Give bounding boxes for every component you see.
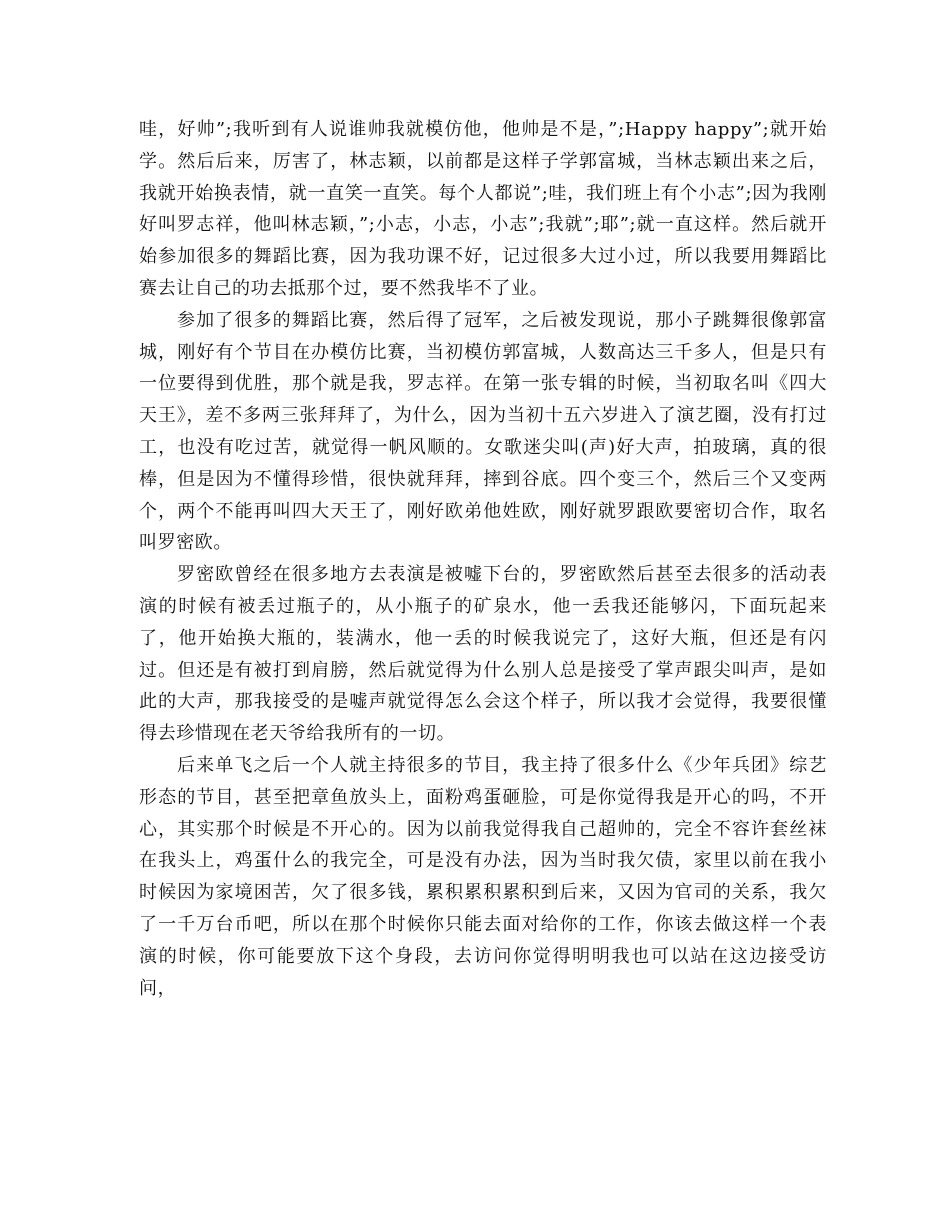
paragraph-3: 罗密欧曾经在很多地方去表演是被嘘下台的，罗密欧然后甚至去很多的活动表演的时候有被丢过瓶子的，从小瓶子的矿泉水，他一丢我还能够闪，下面玩起来了，他开始换大瓶的，装满水，他一丢的时候我说完了，这好大瓶，但还是有闪过。但还是有被打到肩膀，然后就觉得为什么别人总是接受了掌声跟尖叫声，是如此的大声，那我接受的是嘘声就觉得怎么会这个样子，所以我才会觉得，我要很懂得去珍惜现在老天爷给我所有的一切。 <box>139 564 827 745</box>
paragraph-2: 参加了很多的舞蹈比赛，然后得了冠军，之后被发现说，那小子跳舞很像郭富城，刚好有个节目在办模仿比赛，当初模仿郭富城，人数高达三千多人，但是只有一位要得到优胜，那个就是我，罗志祥。在第一张专辑的时候，当初取名叫《四大天王》，差不多两三张拜拜了，为什么，因为当初十五六岁进入了演艺圈，没有打过工，也没有吃过苦，就觉得一帆风顺的。女歌迷尖叫(声)好大声，拍玻璃，真的很棒，但是因为不懂得珍惜，很快就拜拜，摔到谷底。四个变三个，然后三个又变两个，两个不能再叫四大天王了，刚好欧弟他姓欧，刚好就罗跟欧要密切合作，取名叫罗密欧。 <box>139 309 827 554</box>
document-body <box>139 114 827 1004</box>
paragraph-4: 后来单飞之后一个人就主持很多的节目，我主持了很多什么《少年兵团》综艺形态的节目，甚至把章鱼放头上，面粉鸡蛋砸脸，可是你觉得我是开心的吗，不开心，其实那个时候是不开心的。因为以前我觉得我自己超帅的，完全不容许套丝袜在我头上，鸡蛋什么的我完全，可是没有办法，因为当时我欠债，家里以前在我小时候因为家境困苦，欠了很多钱，累积累积累积到后来，又因为官司的关系，我欠了一千万台币吧，所以在那个时候你只能去面对给你的工作，你该去做这样一个表演的时候，你可能要放下这个身段，去访问你觉得明明我也可以站在这边接受访问， <box>139 754 827 999</box>
paragraph-1: 哇，好帅”;我听到有人说谁帅我就模仿他，他帅是不是，”;Happy happy”;就开始学。然后后来，厉害了，林志颖，以前都是这样子学郭富城，当林志颖出来之后，我就开始换表情，就一直笑一直笑。每个人都说”;哇，我们班上有个小志”;因为我刚好叫罗志祥，他叫林志颖，”;小志，小志，小志”;我就”;耶”;就一直这样。然后就开始参加很多的舞蹈比赛，因为我功课不好，记过很多大过小过，所以我要用舞蹈比赛去让自己的功去抵那个过，要不然我毕不了业。 <box>139 119 827 299</box>
